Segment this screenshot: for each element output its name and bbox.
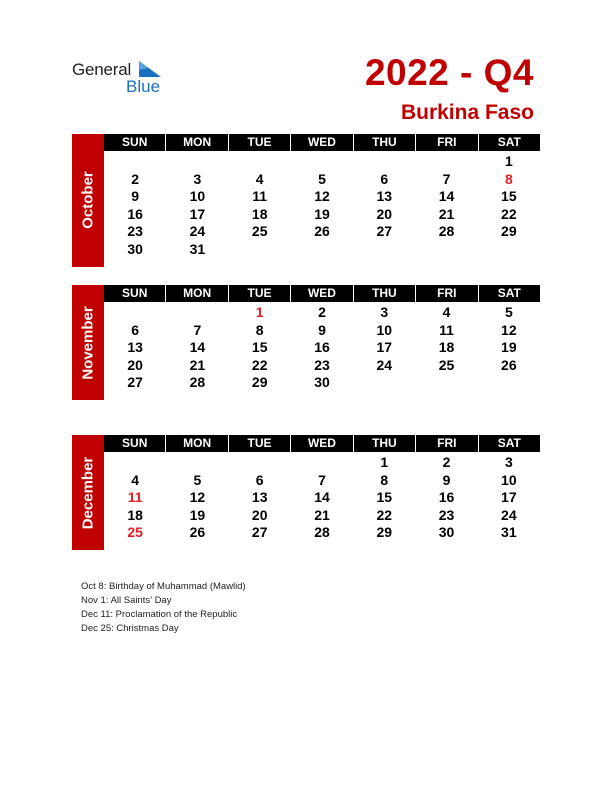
day-cell: 10 bbox=[189, 188, 206, 205]
day-cell bbox=[166, 153, 228, 171]
day-cell: 26 bbox=[189, 524, 206, 541]
day-cell: 29 bbox=[251, 374, 268, 391]
day-cell: 12 bbox=[501, 321, 517, 338]
holiday-note: Nov 1: All Saints’ Day bbox=[81, 595, 172, 606]
weekday-label: THU bbox=[353, 285, 415, 302]
day-cell: 16 bbox=[314, 339, 330, 356]
day-cell: 27 bbox=[376, 223, 393, 240]
day-cell: 5 bbox=[318, 170, 326, 187]
day-cell: 8 bbox=[255, 321, 264, 338]
day-cell bbox=[229, 454, 291, 472]
month-label-bar bbox=[72, 134, 104, 267]
day-cell: 12 bbox=[314, 188, 330, 205]
day-cell: 6 bbox=[131, 321, 140, 338]
day-cell: 20 bbox=[127, 356, 143, 373]
day-cell bbox=[353, 241, 415, 259]
day-cell: 30 bbox=[127, 240, 143, 257]
day-cell: 17 bbox=[376, 339, 393, 356]
day-cell: 4 bbox=[442, 304, 451, 320]
day-cell: 26 bbox=[501, 356, 517, 373]
day-cell bbox=[415, 241, 477, 259]
weekday-label: TUE bbox=[228, 285, 290, 302]
day-cell: 14 bbox=[189, 339, 206, 356]
day-cell bbox=[166, 304, 228, 322]
day-cell: 21 bbox=[189, 356, 206, 373]
weekday-label: SUN bbox=[122, 436, 148, 450]
day-cell: 9 bbox=[442, 471, 451, 488]
day-cell: 6 bbox=[255, 471, 264, 488]
month-block-december bbox=[72, 435, 540, 550]
day-cell: 18 bbox=[127, 506, 143, 523]
day-cell: 14 bbox=[438, 188, 455, 205]
day-cell: 8 bbox=[380, 471, 389, 488]
country-name: Burkina Faso bbox=[400, 101, 534, 124]
day-cell bbox=[478, 374, 540, 392]
day-cell bbox=[353, 374, 415, 392]
day-cell: 25 bbox=[127, 524, 143, 541]
day-cell: 15 bbox=[251, 339, 268, 356]
day-cell: 27 bbox=[127, 374, 143, 391]
weekday-label: WED bbox=[290, 285, 352, 302]
day-cell: 14 bbox=[314, 489, 330, 506]
day-cell bbox=[291, 454, 353, 472]
day-cell: 2 bbox=[131, 170, 140, 187]
day-cell: 23 bbox=[127, 223, 143, 240]
day-cell: 2 bbox=[442, 454, 451, 470]
day-cell: 1 bbox=[380, 454, 389, 470]
day-cell: 29 bbox=[376, 524, 393, 541]
day-cell: 28 bbox=[314, 524, 330, 541]
weekday-label: FRI bbox=[415, 435, 477, 452]
holiday-note: Dec 11: Proclamation of the Republic bbox=[81, 609, 238, 620]
day-cell: 5 bbox=[193, 471, 202, 488]
day-cell: 24 bbox=[189, 223, 206, 240]
weekday-label: TUE bbox=[228, 435, 290, 452]
day-cell: 23 bbox=[438, 506, 455, 523]
page-title: 2022 - Q4 bbox=[364, 52, 534, 93]
logo-text-general: General bbox=[72, 60, 132, 79]
day-cell: 6 bbox=[380, 170, 389, 187]
weekday-header bbox=[104, 285, 540, 302]
day-cell: 16 bbox=[127, 205, 143, 222]
day-cell: 17 bbox=[501, 489, 517, 506]
day-cell: 10 bbox=[376, 321, 393, 338]
day-cell bbox=[291, 241, 353, 259]
day-cell: 13 bbox=[376, 188, 393, 205]
weekday-label: SAT bbox=[478, 435, 540, 452]
weekday-label: WED bbox=[290, 134, 352, 151]
day-cell bbox=[415, 374, 477, 392]
day-cell: 4 bbox=[255, 170, 264, 187]
day-cell: 22 bbox=[251, 356, 268, 373]
day-cell: 12 bbox=[189, 489, 206, 506]
month-name: December bbox=[79, 456, 97, 529]
month-label-bar bbox=[72, 285, 104, 400]
day-cell: 1 bbox=[504, 153, 513, 169]
day-cell: 20 bbox=[376, 205, 393, 222]
day-cell: 25 bbox=[438, 356, 455, 373]
weekday-header bbox=[104, 134, 540, 151]
day-cell: 9 bbox=[318, 321, 326, 338]
day-cell: 13 bbox=[251, 489, 268, 506]
day-cell: 20 bbox=[251, 506, 268, 523]
weekday-label: FRI bbox=[415, 285, 477, 302]
day-cell: 7 bbox=[318, 471, 326, 488]
day-cell: 30 bbox=[314, 374, 330, 391]
day-cell: 22 bbox=[501, 205, 517, 222]
day-cell bbox=[166, 454, 228, 472]
day-cell: 21 bbox=[314, 506, 330, 523]
day-cell bbox=[229, 153, 291, 171]
weekday-label: WED bbox=[290, 435, 352, 452]
holiday-notes bbox=[81, 580, 246, 636]
day-cell: 19 bbox=[501, 339, 517, 356]
logo-text-blue: Blue bbox=[126, 77, 161, 96]
day-cell: 3 bbox=[193, 170, 202, 187]
day-cell: 18 bbox=[251, 205, 268, 222]
day-cell bbox=[104, 454, 166, 472]
day-cell: 29 bbox=[501, 223, 517, 240]
day-cell: 31 bbox=[189, 240, 206, 257]
day-cell: 13 bbox=[127, 339, 143, 356]
weekday-label: MON bbox=[165, 134, 227, 151]
day-cell: 26 bbox=[314, 223, 330, 240]
day-cell: 8 bbox=[504, 170, 513, 187]
month-name: October bbox=[79, 171, 97, 230]
logo-flag-icon bbox=[139, 61, 161, 77]
month-block-november bbox=[72, 285, 540, 400]
day-cell: 4 bbox=[131, 471, 140, 488]
month-name: November bbox=[79, 305, 97, 380]
day-cell: 31 bbox=[501, 524, 517, 541]
day-cell: 15 bbox=[501, 188, 517, 205]
day-cell: 23 bbox=[314, 356, 330, 373]
day-cell: 7 bbox=[442, 170, 451, 187]
day-cell: 10 bbox=[501, 471, 517, 488]
weekday-label: SUN bbox=[122, 286, 148, 300]
day-cell: 3 bbox=[380, 304, 389, 320]
day-grid bbox=[104, 304, 540, 392]
day-cell: 11 bbox=[127, 489, 143, 506]
day-cell: 7 bbox=[193, 321, 202, 338]
day-cell: 16 bbox=[438, 489, 455, 506]
day-cell: 3 bbox=[504, 454, 513, 470]
day-cell: 9 bbox=[131, 188, 140, 205]
day-cell bbox=[478, 241, 540, 259]
day-cell: 19 bbox=[314, 205, 330, 222]
day-cell bbox=[104, 153, 166, 171]
month-label-bar bbox=[72, 435, 104, 550]
brand-logo bbox=[72, 60, 172, 96]
day-cell: 25 bbox=[251, 223, 268, 240]
weekday-label: MON bbox=[165, 285, 227, 302]
day-cell: 22 bbox=[376, 506, 393, 523]
weekday-label: FRI bbox=[415, 134, 477, 151]
weekday-label: SUN bbox=[122, 135, 148, 149]
day-cell: 24 bbox=[501, 506, 517, 523]
day-cell: 17 bbox=[189, 205, 206, 222]
holiday-note: Oct 8: Birthday of Muhammad (Mawlid) bbox=[81, 581, 246, 592]
day-cell: 15 bbox=[376, 489, 393, 506]
weekday-label: SAT bbox=[478, 134, 540, 151]
holiday-note: Dec 25: Christmas Day bbox=[81, 623, 179, 634]
day-cell bbox=[229, 241, 291, 259]
weekday-header bbox=[104, 435, 540, 452]
day-cell: 19 bbox=[189, 506, 206, 523]
day-cell: 18 bbox=[438, 339, 455, 356]
day-cell: 21 bbox=[438, 205, 455, 222]
day-cell bbox=[353, 153, 415, 171]
day-grid bbox=[104, 153, 540, 259]
month-block-october bbox=[72, 134, 540, 267]
day-cell: 24 bbox=[376, 356, 393, 373]
day-cell: 30 bbox=[438, 524, 455, 541]
day-cell bbox=[291, 153, 353, 171]
day-cell: 11 bbox=[252, 188, 268, 205]
day-cell: 2 bbox=[318, 304, 326, 320]
weekday-label: MON bbox=[165, 435, 227, 452]
weekday-label: SAT bbox=[478, 285, 540, 302]
day-cell: 5 bbox=[504, 304, 513, 320]
weekday-label: TUE bbox=[228, 134, 290, 151]
day-grid bbox=[104, 454, 540, 542]
day-cell: 1 bbox=[255, 304, 264, 320]
day-cell: 11 bbox=[439, 321, 454, 338]
weekday-label: THU bbox=[353, 435, 415, 452]
day-cell: 27 bbox=[251, 524, 268, 541]
day-cell bbox=[104, 304, 166, 322]
weekday-label: THU bbox=[353, 134, 415, 151]
day-cell: 28 bbox=[438, 223, 455, 240]
day-cell bbox=[415, 153, 477, 171]
day-cell: 28 bbox=[189, 374, 206, 391]
